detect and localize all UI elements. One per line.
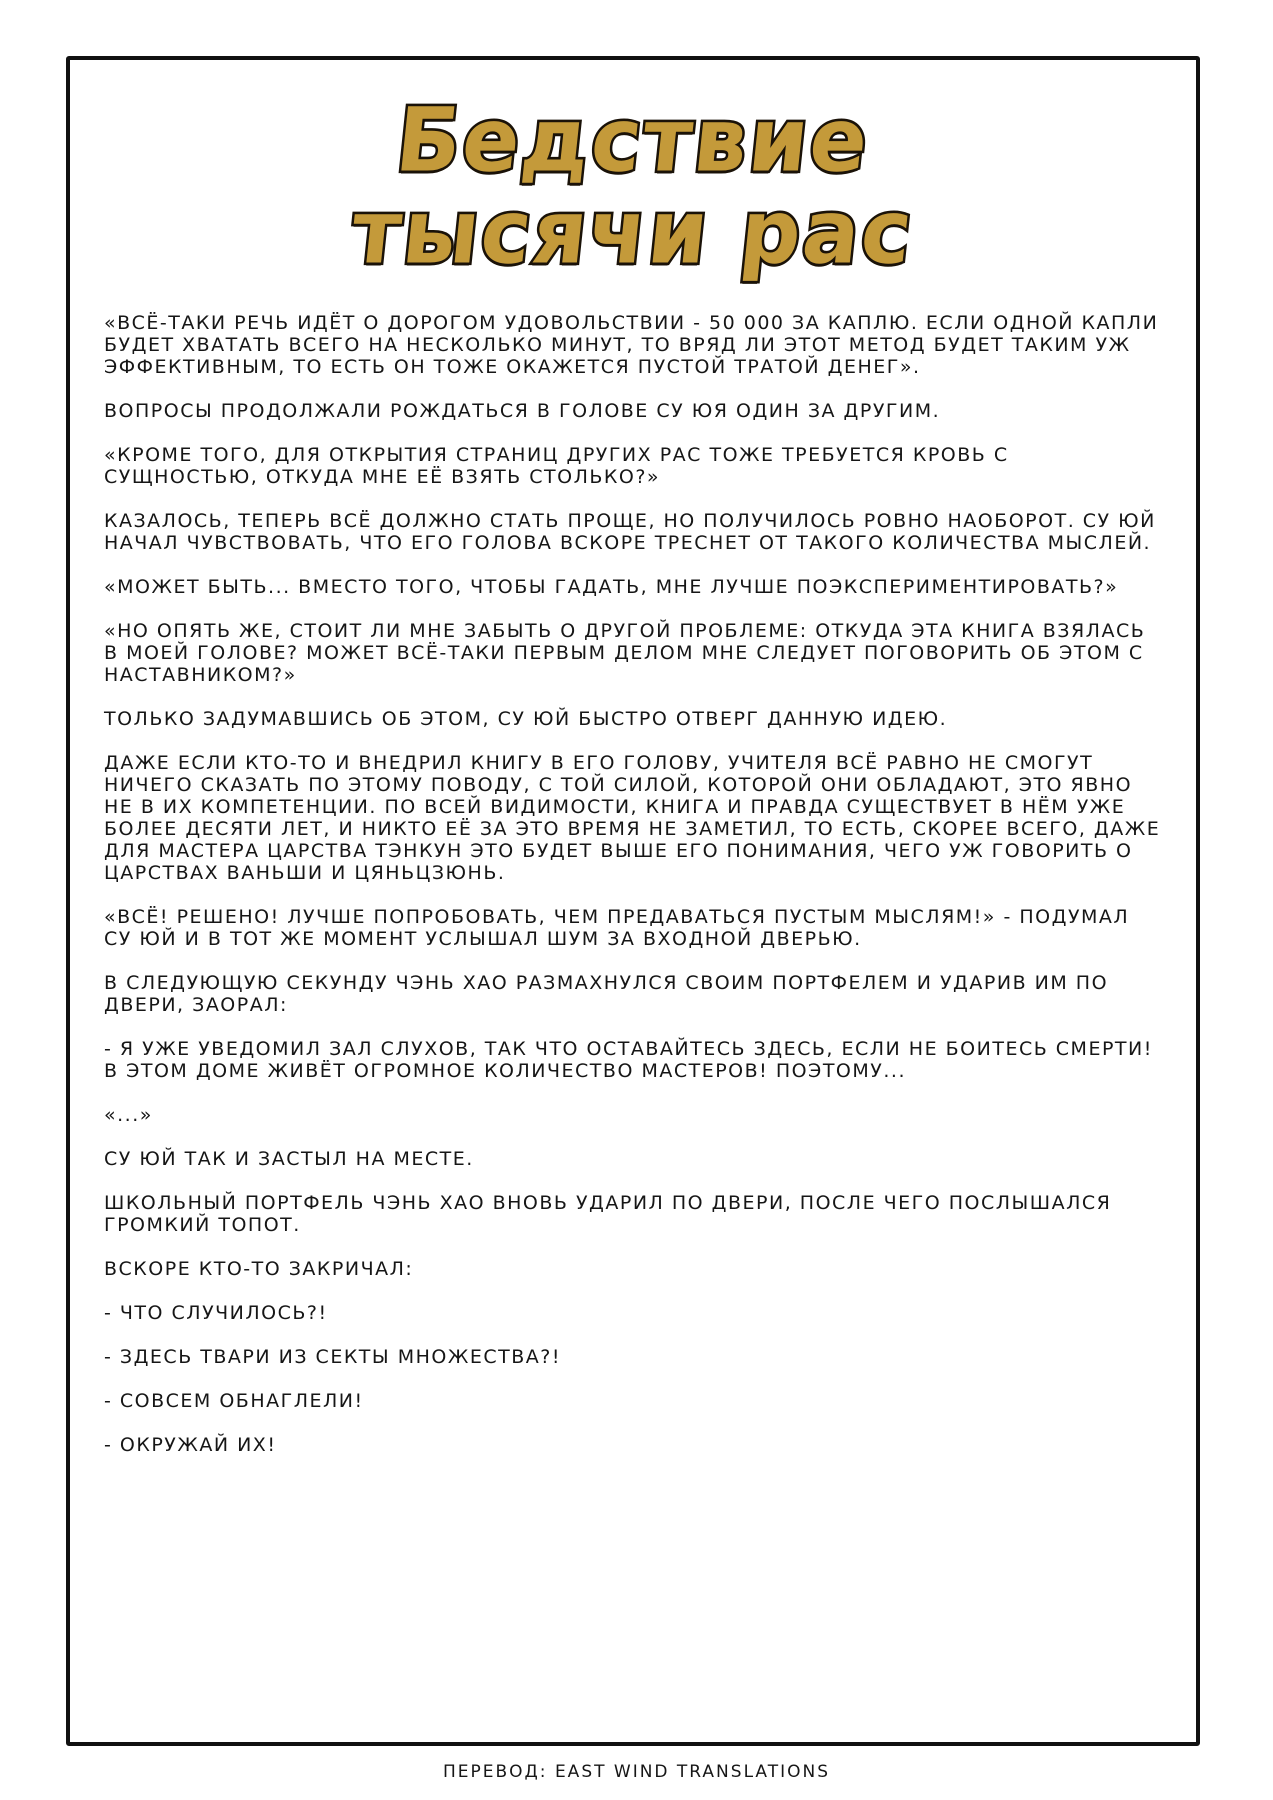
paragraph: ВСКОРЕ КТО-ТО ЗАКРИЧАЛ: [104, 1258, 414, 1280]
page-title [70, 88, 1196, 284]
paragraph: «НО ОПЯТЬ ЖЕ, СТОИТ ЛИ МНЕ ЗАБЫТЬ О ДРУГОЙ ПРОБЛЕМЕ: ОТКУДА ЭТА КНИГА ВЗЯЛАСЬ В МОЕЙ ГОЛОВЕ? МОЖЕТ ВСЁ-ТАКИ ПЕРВЫМ ДЕЛОМ МНЕ СЛЕДУЕТ ПОГОВОРИТЬ ОБ ЭТОМ С НАСТАВНИКОМ?» [104, 620, 1146, 686]
title-line-2: тысячи рас [347, 180, 919, 284]
paragraph: «МОЖЕТ БЫТЬ... ВМЕСТО ТОГО, ЧТОБЫ ГАДАТЬ, МНЕ ЛУЧШЕ ПОЭКСПЕРИМЕНТИРОВАТЬ?» [104, 576, 1119, 598]
paragraph: - ЗДЕСЬ ТВАРИ ИЗ СЕКТЫ МНОЖЕСТВА?! [104, 1346, 561, 1368]
paragraph: - ЧТО СЛУЧИЛОСЬ?! [104, 1302, 328, 1324]
paragraph: «ВСЁ-ТАКИ РЕЧЬ ИДЁТ О ДОРОГОМ УДОВОЛЬСТВИИ - 50 000 ЗА КАПЛЮ. ЕСЛИ ОДНОЙ КАПЛИ БУДЕТ ХВАТАТЬ ВСЕГО НА НЕСКОЛЬКО МИНУТ, ТО ВРЯД ЛИ ЭТОТ МЕТОД БУДЕТ ТАКИМ УЖ ЭФФЕКТИВНЫМ, ТО ЕСТЬ ОН ТОЖЕ ОКАЖЕТСЯ ПУСТОЙ ТРАТОЙ ДЕНЕГ». [104, 312, 1159, 378]
paragraph: - Я УЖЕ УВЕДОМИЛ ЗАЛ СЛУХОВ, ТАК ЧТО ОСТАВАЙТЕСЬ ЗДЕСЬ, ЕСЛИ НЕ БОИТЕСЬ СМЕРТИ! В ЭТОМ ДОМЕ ЖИВЁТ ОГРОМНОЕ КОЛИЧЕСТВО МАСТЕРОВ! ПОЭТОМУ... [104, 1038, 1153, 1082]
paragraph: - ОКРУЖАЙ ИХ! [104, 1434, 277, 1456]
title-line-1: Бедствие [391, 88, 875, 192]
paragraph: ДАЖЕ ЕСЛИ КТО-ТО И ВНЕДРИЛ КНИГУ В ЕГО ГОЛОВУ, УЧИТЕЛЯ ВСЁ РАВНО НЕ СМОГУТ НИЧЕГО СКАЗАТЬ ПО ЭТОМУ ПОВОДУ, С ТОЙ СИЛОЙ, КОТОРОЙ ОНИ ОБЛАДАЮТ, ЭТО ЯВНО НЕ В ИХ КОМПЕТЕНЦИИ. ПО ВСЕЙ ВИДИМОСТИ, КНИГА И ПРАВДА СУЩЕСТВУЕТ В НЁМ УЖЕ БОЛЕЕ ДЕСЯТИ ЛЕТ, И НИКТО ЕЁ ЗА ЭТО ВРЕМЯ НЕ ЗАМЕТИЛ, ТО ЕСТЬ, СКОРЕЕ ВСЕГО, ДАЖЕ ДЛЯ МАСТЕРА ЦАРСТВА ТЭНКУН ЭТО БУДЕТ ВЫШЕ ЕГО ПОНИМАНИЯ, ЧЕГО УЖ ГОВОРИТЬ О ЦАРСТВАХ ВАНЬШИ И ЦЯНЬЦЗЮНЬ. [104, 752, 1161, 884]
paragraph: ШКОЛЬНЫЙ ПОРТФЕЛЬ ЧЭНЬ ХАО ВНОВЬ УДАРИЛ ПО ДВЕРИ, ПОСЛЕ ЧЕГО ПОСЛЫШАЛСЯ ГРОМКИЙ ТОПОТ. [104, 1192, 1112, 1236]
translation-credit: ПЕРЕВОД: EAST WIND TRANSLATIONS [442, 1762, 831, 1782]
paragraph: СУ ЮЙ ТАК И ЗАСТЫЛ НА МЕСТЕ. [104, 1148, 474, 1170]
paragraph: «ВСЁ! РЕШЕНО! ЛУЧШЕ ПОПРОБОВАТЬ, ЧЕМ ПРЕДАВАТЬСЯ ПУСТЫМ МЫСЛЯМ!» - ПОДУМАЛ СУ ЮЙ И В ТОТ ЖЕ МОМЕНТ УСЛЫШАЛ ШУМ ЗА ВХОДНОЙ ДВЕРЬЮ. [104, 906, 1130, 950]
paragraph: «КРОМЕ ТОГО, ДЛЯ ОТКРЫТИЯ СТРАНИЦ ДРУГИХ РАС ТОЖЕ ТРЕБУЕТСЯ КРОВЬ С СУЩНОСТЬЮ, ОТКУДА МНЕ ЕЁ ВЗЯТЬ СТОЛЬКО?» [104, 444, 1009, 488]
paragraph: - СОВСЕМ ОБНАГЛЕЛИ! [104, 1390, 364, 1412]
paragraph: «...» [104, 1104, 153, 1126]
story-text [104, 312, 1162, 1478]
paragraph: В СЛЕДУЮЩУЮ СЕКУНДУ ЧЭНЬ ХАО РАЗМАХНУЛСЯ СВОИМ ПОРТФЕЛЕМ И УДАРИВ ИМ ПО ДВЕРИ, ЗАОРАЛ: [104, 972, 1109, 1016]
paragraph: ВОПРОСЫ ПРОДОЛЖАЛИ РОЖДАТЬСЯ В ГОЛОВЕ СУ ЮЯ ОДИН ЗА ДРУГИМ. [104, 400, 941, 422]
paragraph: КАЗАЛОСЬ, ТЕПЕРЬ ВСЁ ДОЛЖНО СТАТЬ ПРОЩЕ, НО ПОЛУЧИЛОСЬ РОВНО НАОБОРОТ. СУ ЮЙ НАЧАЛ ЧУВСТВОВАТЬ, ЧТО ЕГО ГОЛОВА ВСКОРЕ ТРЕСНЕТ ОТ ТАКОГО КОЛИЧЕСТВА МЫСЛЕЙ. [104, 510, 1156, 554]
paragraph: ТОЛЬКО ЗАДУМАВШИСЬ ОБ ЭТОМ, СУ ЮЙ БЫСТРО ОТВЕРГ ДАННУЮ ИДЕЮ. [104, 708, 948, 730]
page-frame [66, 56, 1200, 1746]
